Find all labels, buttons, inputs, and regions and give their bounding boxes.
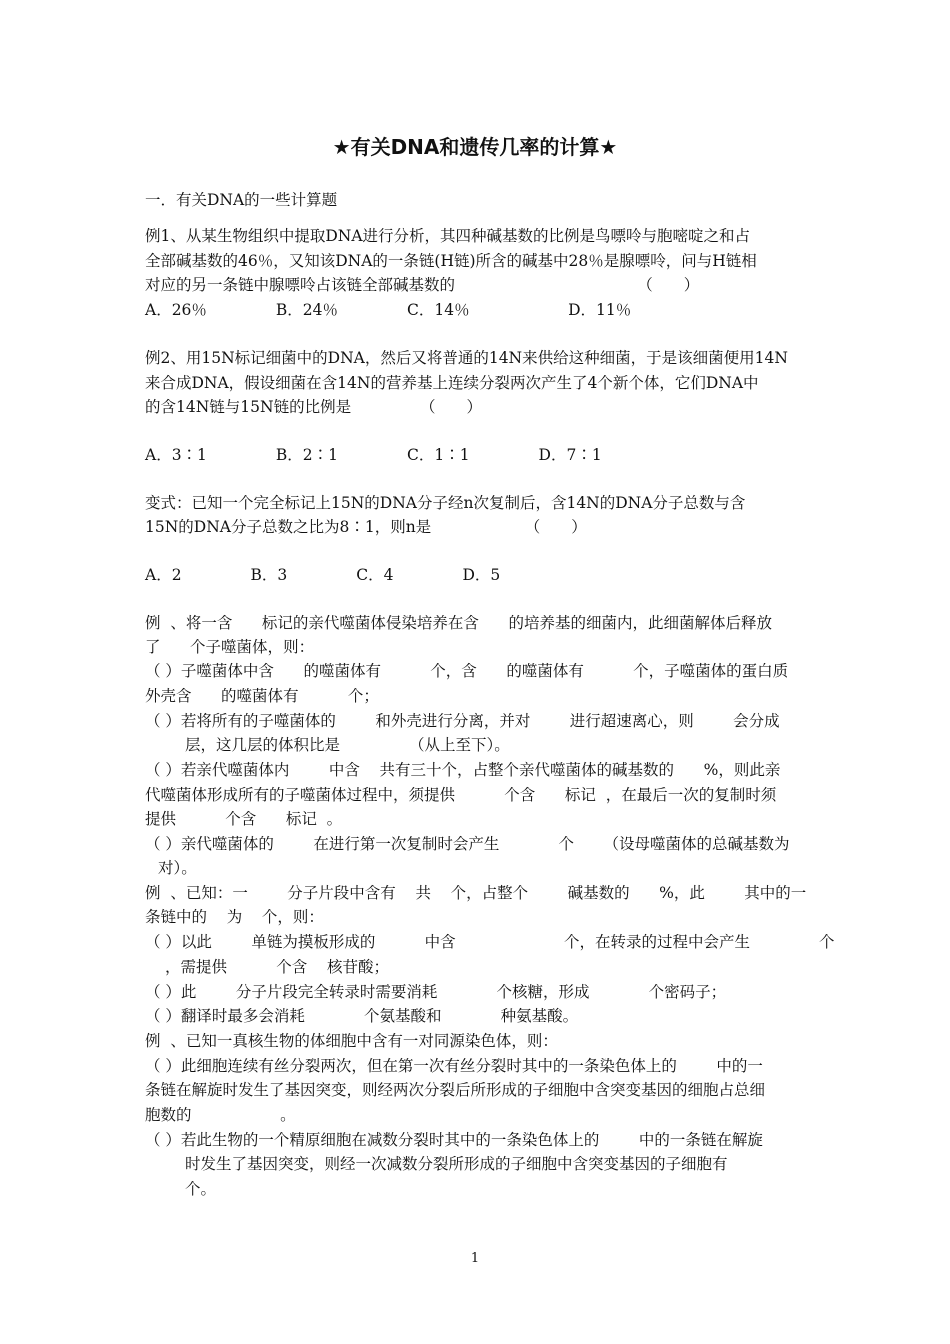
text-line: 条链在解旋时发生了基因突变，则经两次分裂后所形成的子细胞中含突变基因的细胞占总细 xyxy=(145,1081,766,1099)
text-line: 例1、从某生物组织中提取DNA进行分析，其四种碱基数的比例是鸟嘌呤与胞嘧啶之和占 xyxy=(145,227,751,245)
text-line: 对）。 xyxy=(158,859,197,877)
text-line: （ ）亲代噬菌体的 在进行第一次复制时会产生 个 （设母噬菌体的总碱基数为 xyxy=(145,835,790,853)
text-line: （ ）此 分子片段完全转录时需要消耗 个核糖，形成 个密码子； xyxy=(145,983,727,1001)
text-line: 时发生了基因突变，则经一次减数分裂所形成的子细胞中含突变基因的子细胞有 xyxy=(185,1155,728,1173)
text-line: 对应的另一条链中腺嘌呤占该链全部碱基数的 （ ） xyxy=(145,276,700,294)
text-line: 胞数的 。 xyxy=(145,1106,296,1124)
page-title: ★有关DNA和遗传几率的计算★ xyxy=(332,135,618,159)
text-line: 全部碱基数的46％，又知该DNA的一条链(H链)所含的碱基中28％是腺嘌呤，问与H链相 xyxy=(145,252,757,270)
text-line: 例 、已知：一 分子片段中含有 共 个，占整个 碱基数的 %，此 其中的一 xyxy=(145,884,807,902)
answer-options: A．26％ B．24％ C．14％ D．11％ xyxy=(145,301,632,319)
text-line: 的含14N链与15N链的比例是 （ ） xyxy=(145,398,483,416)
text-line: （ ）此细胞连续有丝分裂两次，但在第一次有丝分裂时其中的一条染色体上的 中的一 xyxy=(145,1057,763,1075)
text-line: 个。 xyxy=(185,1180,217,1198)
text-line: （ ）若此生物的一个精原细胞在减数分裂时其中的一条染色体上的 中的一条链在解旋 xyxy=(145,1131,763,1149)
text-line: （ ）若亲代噬菌体内 中含 共有三十个，占整个亲代噬菌体的碱基数的 %，则此亲 xyxy=(145,761,781,779)
text-line: 层，这几层的体积比是 （从上至下）。 xyxy=(185,736,510,754)
text-line: 例2、用15N标记细菌中的DNA，然后又将普通的14N来供给这种细菌，于是该细菌便用14N xyxy=(145,349,788,367)
answer-options: A．2 B．3 C．4 D．5 xyxy=(145,566,501,584)
text-line: 例 、将一含 标记的亲代噬菌体侵染培养在含 的培养基的细菌内，此细菌解体后释放 xyxy=(145,614,772,632)
text-line: 了 个子噬菌体，则： xyxy=(145,638,315,656)
text-line: 15N的DNA分子总数之比为8∶1，则n是 （ ） xyxy=(145,518,587,536)
text-line: 外壳含 的噬菌体有 个； xyxy=(145,687,379,705)
text-line: 变式：已知一个完全标记上15N的DNA分子经n次复制后，含14N的DNA分子总数与含 xyxy=(145,494,746,512)
page-number: 1 xyxy=(470,1251,480,1266)
text-line: ，需提供 个含 核苷酸； xyxy=(165,958,389,976)
text-line: 提供 个含 标记 。 xyxy=(145,810,343,828)
text-line: 代噬菌体形成所有的子噬菌体过程中，须提供 个含 标记 ，在最后一次的复制时须 xyxy=(145,786,777,804)
text-line: 条链中的 为 个，则： xyxy=(145,908,324,926)
text-line: 例 、已知一真核生物的体细胞中含有一对同源染色体，则： xyxy=(145,1032,558,1050)
answer-options: A．3∶1 B．2∶1 C．1∶1 D．7∶1 xyxy=(145,446,602,464)
text-line: （ ）子噬菌体中含 的噬菌体有 个，含 的噬菌体有 个，子噬菌体的蛋白质 xyxy=(145,662,789,680)
text-line: （ ）若将所有的子噬菌体的 和外壳进行分离，并对 进行超速离心，则 会分成 xyxy=(145,712,780,730)
text-line: 来合成DNA，假设细菌在含14N的营养基上连续分裂两次产生了4个新个体，它们DNA中 xyxy=(145,374,759,392)
text-line: （ ）翻译时最多会消耗 个氨基酸和 种氨基酸。 xyxy=(145,1007,579,1025)
section-heading: 一．有关DNA的一些计算题 xyxy=(145,191,338,209)
text-line: （ ）以此 单链为摸板形成的 中含 个，在转录的过程中会产生 个 xyxy=(145,933,835,951)
